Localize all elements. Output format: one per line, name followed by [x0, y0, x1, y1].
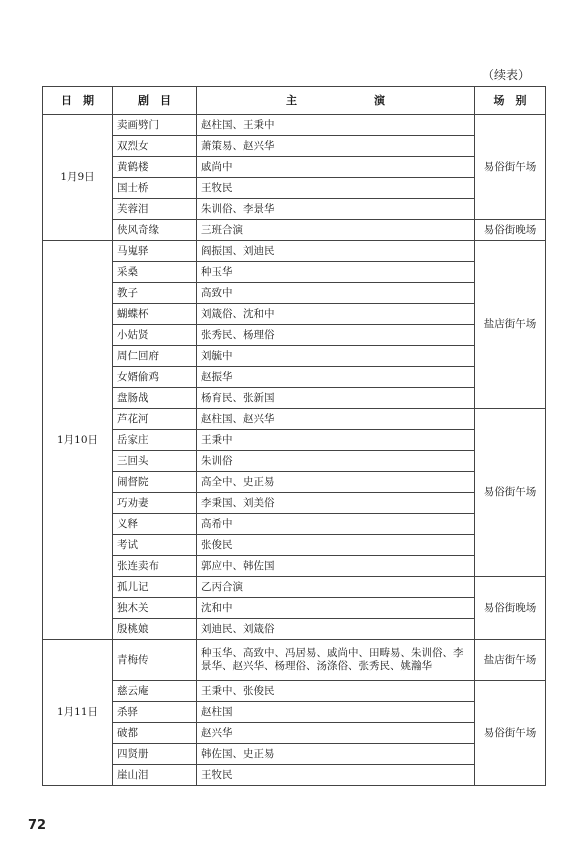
continued-label: （续表）	[481, 68, 530, 82]
header-cast: 主 演	[197, 87, 475, 115]
table-row	[43, 577, 546, 598]
cast-cell: 杨育民、张新国	[197, 388, 475, 409]
cast-cell: 沈和中	[197, 598, 475, 619]
cast-cell: 王牧民	[197, 178, 475, 199]
table-row	[43, 325, 546, 346]
table-row	[43, 451, 546, 472]
cast-cell: 种玉华、高致中、冯居易、戚尚中、田畴易、朱训俗、李景华、赵兴华、杨理俗、汤涤俗、张秀民、姚瀚华	[197, 640, 475, 681]
play-cell: 女婿偷鸡	[113, 367, 197, 388]
play-cell: 孤儿记	[113, 577, 197, 598]
table-row	[43, 136, 546, 157]
play-cell: 杀驿	[113, 702, 197, 723]
play-cell: 双烈女	[113, 136, 197, 157]
header-date: 日 期	[43, 87, 113, 115]
cast-cell: 李秉国、刘美俗	[197, 493, 475, 514]
table-row	[43, 388, 546, 409]
table-row	[43, 220, 546, 241]
table-row	[43, 283, 546, 304]
play-cell: 慈云庵	[113, 681, 197, 702]
table-row	[43, 304, 546, 325]
schedule-table	[42, 86, 546, 786]
play-cell: 盘肠战	[113, 388, 197, 409]
table-row	[43, 262, 546, 283]
table-row	[43, 241, 546, 262]
cast-cell: 刘迪民、刘箴俗	[197, 619, 475, 640]
play-cell: 破都	[113, 723, 197, 744]
cast-cell: 萧策易、赵兴华	[197, 136, 475, 157]
cast-cell: 高致中	[197, 283, 475, 304]
cast-cell: 赵柱国	[197, 702, 475, 723]
cast-cell: 王牧民	[197, 765, 475, 786]
play-cell: 三回头	[113, 451, 197, 472]
table-row	[43, 702, 546, 723]
cast-cell: 种玉华	[197, 262, 475, 283]
table-row	[43, 367, 546, 388]
play-cell: 张连卖布	[113, 556, 197, 577]
play-cell: 崖山泪	[113, 765, 197, 786]
table-row	[43, 723, 546, 744]
venue-cell: 易俗街午场	[475, 681, 546, 786]
cast-cell: 王秉中	[197, 430, 475, 451]
venue-cell: 易俗街午场	[475, 409, 546, 577]
table-row	[43, 640, 546, 681]
table-row	[43, 346, 546, 367]
play-cell: 采桑	[113, 262, 197, 283]
play-cell: 闹督院	[113, 472, 197, 493]
date-cell: 1月10日	[43, 241, 113, 640]
table-row	[43, 619, 546, 640]
play-cell: 小姑贤	[113, 325, 197, 346]
venue-cell: 盐店街午场	[475, 640, 546, 681]
table-row	[43, 514, 546, 535]
page-number: 72	[28, 818, 47, 833]
header-play: 剧 目	[113, 87, 197, 115]
play-cell: 芦花河	[113, 409, 197, 430]
table-row	[43, 556, 546, 577]
cast-cell: 韩佐国、史正易	[197, 744, 475, 765]
cast-cell: 阎振国、刘迪民	[197, 241, 475, 262]
cast-cell: 赵振华	[197, 367, 475, 388]
table-row	[43, 681, 546, 702]
table-row	[43, 430, 546, 451]
venue-cell: 盐店街午场	[475, 241, 546, 409]
play-cell: 殷桃娘	[113, 619, 197, 640]
play-cell: 国士桥	[113, 178, 197, 199]
table-row	[43, 765, 546, 786]
table-row	[43, 199, 546, 220]
table-row	[43, 744, 546, 765]
cast-cell: 朱训俗、李景华	[197, 199, 475, 220]
venue-cell: 易俗街晚场	[475, 577, 546, 640]
play-cell: 黄鹤楼	[113, 157, 197, 178]
cast-cell: 朱训俗	[197, 451, 475, 472]
play-cell: 考试	[113, 535, 197, 556]
cast-cell: 郭应中、韩佐国	[197, 556, 475, 577]
venue-cell: 易俗街午场	[475, 115, 546, 220]
table-row	[43, 115, 546, 136]
play-cell: 独木关	[113, 598, 197, 619]
venue-cell: 易俗街晚场	[475, 220, 546, 241]
cast-cell: 高全中、史正易	[197, 472, 475, 493]
table-row	[43, 535, 546, 556]
cast-cell: 三班合演	[197, 220, 475, 241]
play-cell: 教子	[113, 283, 197, 304]
play-cell: 岳家庄	[113, 430, 197, 451]
cast-cell: 赵柱国、王秉中	[197, 115, 475, 136]
cast-cell: 赵兴华	[197, 723, 475, 744]
table-row	[43, 157, 546, 178]
cast-cell: 戚尚中	[197, 157, 475, 178]
play-cell: 侠风奇缘	[113, 220, 197, 241]
play-cell: 义释	[113, 514, 197, 535]
cast-cell: 赵柱国、赵兴华	[197, 409, 475, 430]
play-cell: 芙蓉泪	[113, 199, 197, 220]
table-row	[43, 472, 546, 493]
play-cell: 卖画劈门	[113, 115, 197, 136]
table-body	[43, 115, 546, 786]
play-cell: 青梅传	[113, 640, 197, 681]
play-cell: 马嵬驿	[113, 241, 197, 262]
date-cell: 1月11日	[43, 640, 113, 786]
cast-cell: 刘箴俗、沈和中	[197, 304, 475, 325]
cast-cell: 张秀民、杨理俗	[197, 325, 475, 346]
header-venue: 场 别	[475, 87, 546, 115]
cast-cell: 张俊民	[197, 535, 475, 556]
cast-cell: 高希中	[197, 514, 475, 535]
play-cell: 蝴蝶杯	[113, 304, 197, 325]
play-cell: 四贤册	[113, 744, 197, 765]
table-header-row	[43, 87, 546, 115]
table-row	[43, 493, 546, 514]
table-row	[43, 598, 546, 619]
table-row	[43, 178, 546, 199]
table-row	[43, 409, 546, 430]
play-cell: 巧劝妻	[113, 493, 197, 514]
cast-cell: 王秉中、张俊民	[197, 681, 475, 702]
date-cell: 1月9日	[43, 115, 113, 241]
cast-cell: 刘毓中	[197, 346, 475, 367]
cast-cell: 乙丙合演	[197, 577, 475, 598]
play-cell: 周仁回府	[113, 346, 197, 367]
